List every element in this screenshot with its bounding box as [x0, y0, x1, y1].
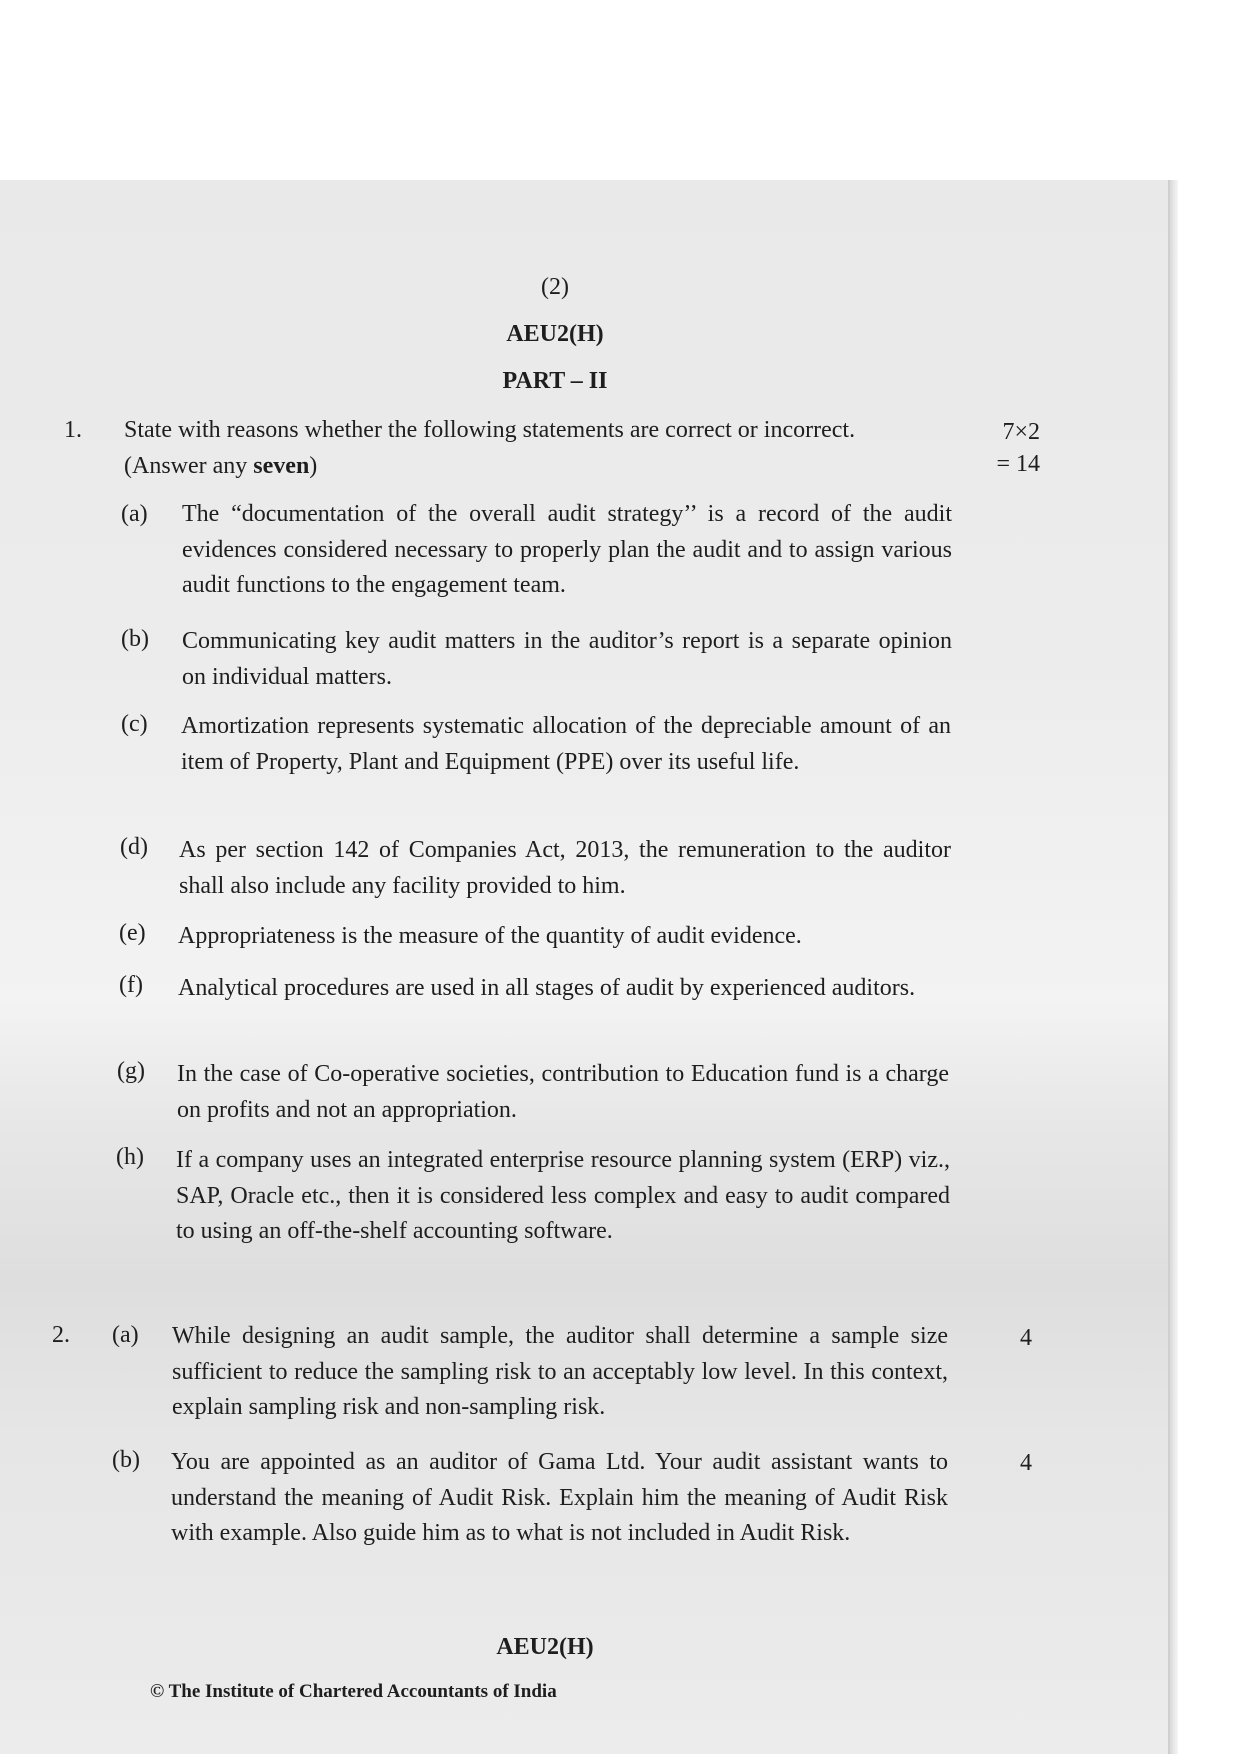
q2-item-b-marks: 4: [1020, 1450, 1032, 1476]
q2-item-a-marks: 4: [1020, 1325, 1032, 1351]
paper-code: AEU2(H): [506, 321, 604, 347]
question-1-instruction: State with reasons whether the following statements are correct or incorrect.: [124, 417, 856, 443]
q2-item-a-label: (a): [112, 1322, 139, 1348]
q1-item-h-label: (h): [116, 1144, 144, 1170]
q1-item-e-label: (e): [119, 920, 146, 946]
question-1-marks: 7×2: [1002, 419, 1040, 445]
q2-item-b-text: You are appointed as an auditor of Gama Ltd. Your audit assistant wants to understand the meaning of Audit Risk. Explain him the meaning of Audit Risk with example. Also guide him as to what is not included in Audit Risk.: [171, 1449, 948, 1546]
copyright-notice: © The Institute of Chartered Accountants of India: [150, 1681, 557, 1702]
question-1-total-marks: = 14: [996, 451, 1040, 477]
q1-item-d-text: As per section 142 of Companies Act, 2013, the remuneration to the auditor shall also include any facility provided to him.: [179, 837, 951, 899]
q2-item-b-label: (b): [112, 1447, 140, 1473]
q1-item-c-label: (c): [121, 711, 148, 737]
q1-item-g-label: (g): [117, 1058, 145, 1084]
q1-item-f-text: Analytical procedures are used in all stages of audit by experienced auditors.: [178, 975, 916, 1001]
q1-item-f-label: (f): [119, 972, 143, 998]
q1-item-h-text: If a company uses an integrated enterprise resource planning system (ERP) viz., SAP, Oracle etc., then it is considered less complex and easy to audit compared to using an off-the-shelf accounting software.: [176, 1147, 950, 1244]
part-title: PART – II: [502, 368, 608, 394]
q1-item-d-label: (d): [120, 834, 148, 860]
page-number: (2): [541, 274, 569, 300]
question-1-answer-note: (Answer any seven): [124, 453, 318, 479]
question-1-number: 1.: [64, 417, 82, 443]
q1-item-g-text: In the case of Co-operative societies, contribution to Education fund is a charge on profits and not an appropriation.: [177, 1061, 949, 1123]
q2-item-a-text: While designing an audit sample, the auditor shall determine a sample size sufficient to reduce the sampling risk to an acceptably low level. In this context, explain sampling risk and non-sampling risk.: [172, 1323, 948, 1420]
q1-item-b-text: Communicating key audit matters in the auditor’s report is a separate opinion on individual matters.: [182, 628, 952, 690]
q1-item-b-label: (b): [121, 626, 149, 652]
footer-paper-code: AEU2(H): [496, 1634, 594, 1660]
q1-item-a-text: The “documentation of the overall audit strategy’’ is a record of the audit evidences considered necessary to properly plan the audit and to assign various audit functions to the engagement team.: [182, 501, 952, 598]
q1-item-c-text: Amortization represents systematic allocation of the depreciable amount of an item of Property, Plant and Equipment (PPE) over its useful life.: [181, 713, 951, 775]
q1-item-a-label: (a): [121, 501, 148, 527]
question-2-number: 2.: [52, 1322, 70, 1348]
q1-item-e-text: Appropriateness is the measure of the quantity of audit evidence.: [178, 923, 802, 949]
